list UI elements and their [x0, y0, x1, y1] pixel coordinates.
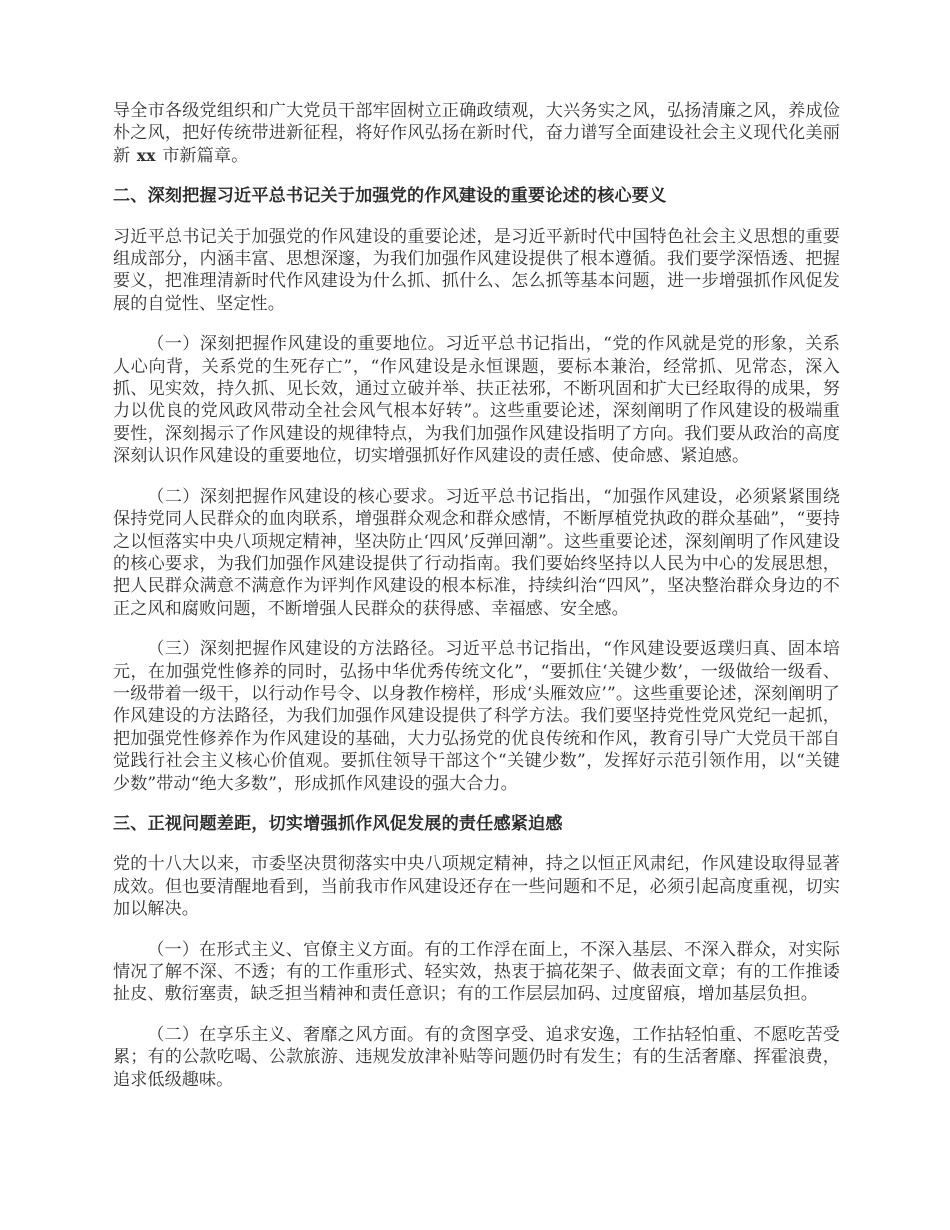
paragraph-two-subsection-one: （一）深刻把握作风建设的重要地位。习近平总书记指出，“党的作风就是党的形象，关系人心向背，关系党的生死存亡”，“作风建设是永恒课题，要标本兼治，经常抓、见常态，深入抓、见实效，持久抓、见长效，通过立破并举、扶正祛邪，不断巩固和扩大已经取得的成果，努力以优良的党风政风带动全社会风气根本好转”。这些重要论述，深刻阐明了作风建设的极端重要性，深刻揭示了作风建设的规律特点，为我们加强作风建设指明了方向。我们要从政治的高度深刻认识作风建设的重要地位，切实增强抓好作风建设的责任感、使命感、紧迫感。	[113, 334, 840, 467]
latin-run: xx	[136, 145, 156, 165]
paragraph-section-three-lead: 党的十八大以来，市委坚决贯彻落实中央八项规定精神，持之以恒正风肃纪，作风建设取得显著成效。但也要清醒地看到，当前我市作风建设还存在一些问题和不足，必须引起高度重视，切实加以解决。	[113, 854, 840, 920]
paragraph-three-subsection-one: （一）在形式主义、官僚主义方面。有的工作浮在面上，不深入基层、不深入群众，对实际情况了解不深、不透；有的工作重形式、轻实效，热衷于搞花架子、做表面文章；有的工作推诿扯皮、敷衍塞责，缺乏担当精神和责任意识；有的工作层层加码、过度留痕，增加基层负担。	[113, 939, 840, 1005]
block-spacer	[113, 921, 840, 939]
paragraph-intro-continued: 导全市各级党组织和广大党员干部牢固树立正确政绩观，大兴务实之风，弘扬清廉之风，养成俭朴之风，把好传统带进新征程，将好作风弘扬在新时代，奋力谱写全面建设社会主义现代化美丽新 xx 市新篇章。	[113, 101, 840, 166]
block-spacer	[113, 167, 840, 185]
block-spacer	[113, 795, 840, 813]
block-spacer	[113, 468, 840, 486]
block-spacer	[113, 1006, 840, 1024]
paragraph-section-two-lead: 习近平总书记关于加强党的作风建设的重要论述，是习近平新时代中国特色社会主义思想的重要组成部分，内涵丰富、思想深邃，为我们加强作风建设提供了根本遵循。我们要学深悟透、把握要义，把准理清新时代作风建设为什么抓、抓什么、怎么抓等基本问题，进一步增强抓作风促发展的自觉性、坚定性。	[113, 226, 840, 314]
heading-section-three: 三、正视问题差距，切实增强抓作风促发展的责任感紧迫感	[113, 813, 563, 834]
block-spacer	[113, 835, 840, 853]
block-spacer	[113, 208, 840, 226]
heading-section-two: 二、深刻把握习近平总书记关于加强党的作风建设的重要论述的核心要义	[113, 186, 667, 207]
paragraph-three-subsection-two: （二）在享乐主义、奢靡之风方面。有的贪图享受、追求安逸，工作拈轻怕重、不愿吃苦受累；有的公款吃喝、公款旅游、违规发放津补贴等问题仍时有发生；有的生活奢靡、挥霍浪费，追求低级趣味。	[113, 1024, 840, 1090]
paragraph-two-subsection-three: （三）深刻把握作风建设的方法路径。习近平总书记指出，“作风建设要返璞归真、固本培元，在加强党性修养的同时，弘扬中华优秀传统文化”，“要抓住‘关键少数’，一级做给一级看、一级带着一级干，以行动作号令、以身教作榜样，形成‘头雁效应’”。这些重要论述，深刻阐明了作风建设的方法路径，为我们加强作风建设提供了科学方法。我们要坚持党性党风党纪一起抓，把加强党性修养作为作风建设的基础，大力弘扬党的优良传统和作风，教育引导广大党员干部自觉践行社会主义核心价值观。要抓住领导干部这个“关键少数”，发挥好示范引领作用，以“关键少数”带动“绝大多数”，形成抓作风建设的强大合力。	[113, 639, 840, 794]
block-spacer	[113, 315, 840, 333]
paragraph-two-subsection-two: （二）深刻把握作风建设的核心要求。习近平总书记指出，“加强作风建设，必须紧紧围绕保持党同人民群众的血肉联系，增强群众观念和群众感情，不断厚植党执政的群众基础”，“要持之以恒落实中央八项规定精神，坚决防止‘四风’反弹回潮”。这些重要论述，深刻阐明了作风建设的核心要求，为我们加强作风建设提供了行动指南。我们要始终坚持以人民为中心的发展思想，把人民群众满意不满意作为评判作风建设的根本标准，持续纠治“四风”，坚决整治群众身边的不正之风和腐败问题，不断增强人民群众的获得感、幸福感、安全感。	[113, 486, 840, 619]
document-text-body	[113, 100, 840, 1091]
block-spacer	[113, 620, 840, 638]
